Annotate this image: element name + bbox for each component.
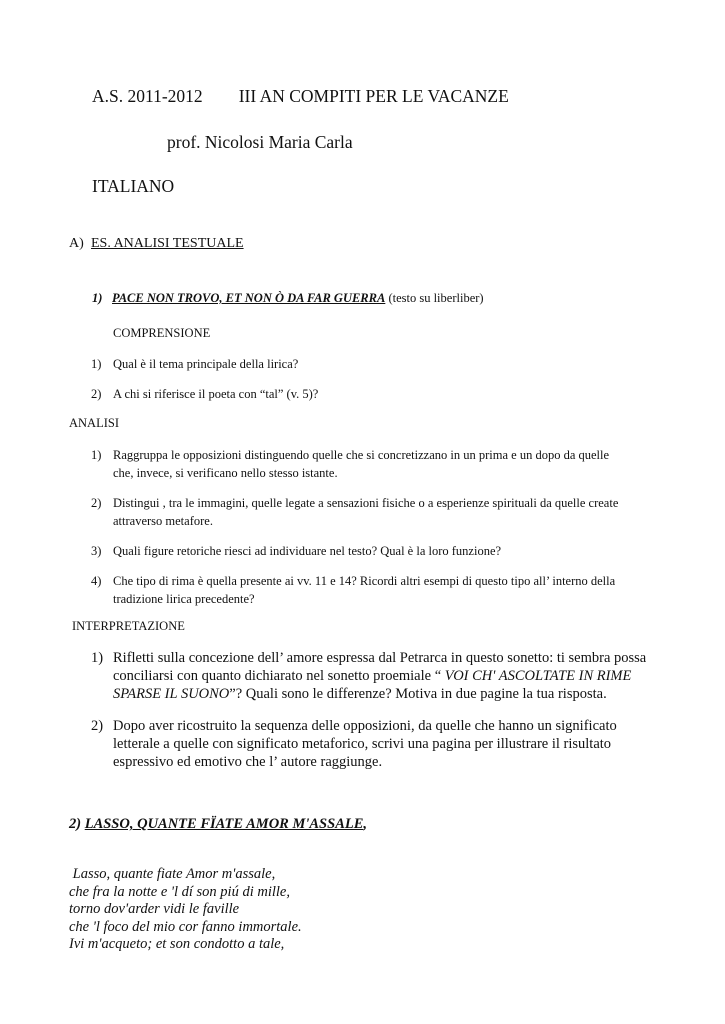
item-number: 2) [91,387,102,401]
item-text-line [113,667,646,685]
quoted-sonnet-title: VOI CH' ASCOLTATE IN RIME [444,668,632,684]
exercise-1-heading [92,291,484,306]
item-text-line: attraverso metafore. [113,514,213,528]
item-text: ”? Quali sono le differenze? Motiva in due pagine la tua risposta. [229,686,607,702]
poem-line: che fra la notte e 'l dí son piú di mille, [69,883,290,900]
poem-line: che 'l foco del mio cor fanno immortale. [69,918,302,935]
exercise-2-number: 2) [69,816,85,832]
item-number: 4) [91,574,102,588]
poem-line: torno dov'arder vidi le faville [69,901,240,917]
item-text-line: Dopo aver ricostruito la sequenza delle opposizioni, da quelle che hanno un significato [113,718,617,734]
item-number: 1) [91,650,104,666]
item-text-line: espressivo ed emotivo che l’ autore raggiunge. [113,754,383,770]
analisi-list [91,446,618,620]
item-number: 3) [91,544,102,558]
item-text-line: Che tipo di rima è quella presente ai vv. 11 e 14? Ricordi altri esempi di questo tipo all’ interno della [113,574,616,588]
item-text: Qual è il tema principale della lirica? [113,357,299,371]
quoted-sonnet-title-cont: SPARSE IL SUONO [113,686,230,702]
section-a-title: ES. ANALISI TESTUALE [91,236,244,251]
item-text-line [113,685,646,703]
list-item [91,355,318,373]
comprensione-heading: COMPRENSIONE [113,326,211,340]
poem-line: Lasso, quante fiate Amor m'assale, [69,866,276,882]
item-number: 1) [91,357,102,371]
item-text-line: tradizione lirica precedente? [113,592,255,606]
school-year: A.S. 2011-2012 [92,86,203,106]
list-item [91,542,618,560]
subject-heading: ITALIANO [92,176,175,196]
list-item [91,446,618,482]
item-text: A chi si riferisce il poeta con “tal” (v. 5)? [113,387,319,401]
item-number: 2) [91,718,104,734]
document-title [92,86,509,107]
list-item [91,494,618,530]
section-a-heading [69,236,244,252]
interpretazione-heading: INTERPRETAZIONE [72,619,185,633]
interpretazione-list [91,649,646,785]
item-number: 2) [91,496,102,510]
item-text-line: Raggruppa le opposizioni distinguendo quelle che si concretizzano in un prima e un dopo da quelle [113,448,610,462]
item-text: conciliarsi con quanto dichiarato nel sonetto proemiale “ [113,668,445,684]
analisi-heading: ANALISI [69,416,119,430]
list-item [91,572,618,608]
exercise-2-trail: , [363,816,368,832]
item-number: 1) [91,448,102,462]
list-item [91,649,646,703]
exercise-1-number: 1) [92,291,103,305]
exercise-2-title: LASSO, QUANTE FÏATE AMOR M'ASSALE [84,816,364,832]
item-text-line: che, invece, si verificano nello stesso istante. [113,466,338,480]
list-item [91,717,646,771]
exercise-1-title: PACE NON TROVO, ET NON Ò DA FAR GUERRA [112,291,386,305]
poem-line: Ivi m'acqueto; et son condotto a tale, [69,936,285,952]
item-text-line: Quali figure retoriche riesci ad individuare nel testo? Qual è la loro funzione? [113,544,502,558]
exercise-2-heading [69,816,367,833]
item-text-line: Rifletti sulla concezione dell’ amore espressa dal Petrarca in questo sonetto: ti sembra possa [113,650,647,666]
teacher-name: prof. Nicolosi Maria Carla [167,132,353,152]
section-a-marker: A) [69,236,84,251]
comprensione-list [91,355,318,415]
class-title: III AN COMPITI PER LE VACANZE [238,86,509,106]
item-text-line: Distingui , tra le immagini, quelle legate a sensazioni fisiche o a esperienze spirituali da quelle create [113,496,619,510]
item-text-line: letterale a quelle con significato metaforico, scrivi una pagina per illustrare il risultato [113,736,612,752]
exercise-1-note: (testo su liberliber) [385,291,484,305]
poem-excerpt [69,866,302,954]
list-item [91,385,318,403]
